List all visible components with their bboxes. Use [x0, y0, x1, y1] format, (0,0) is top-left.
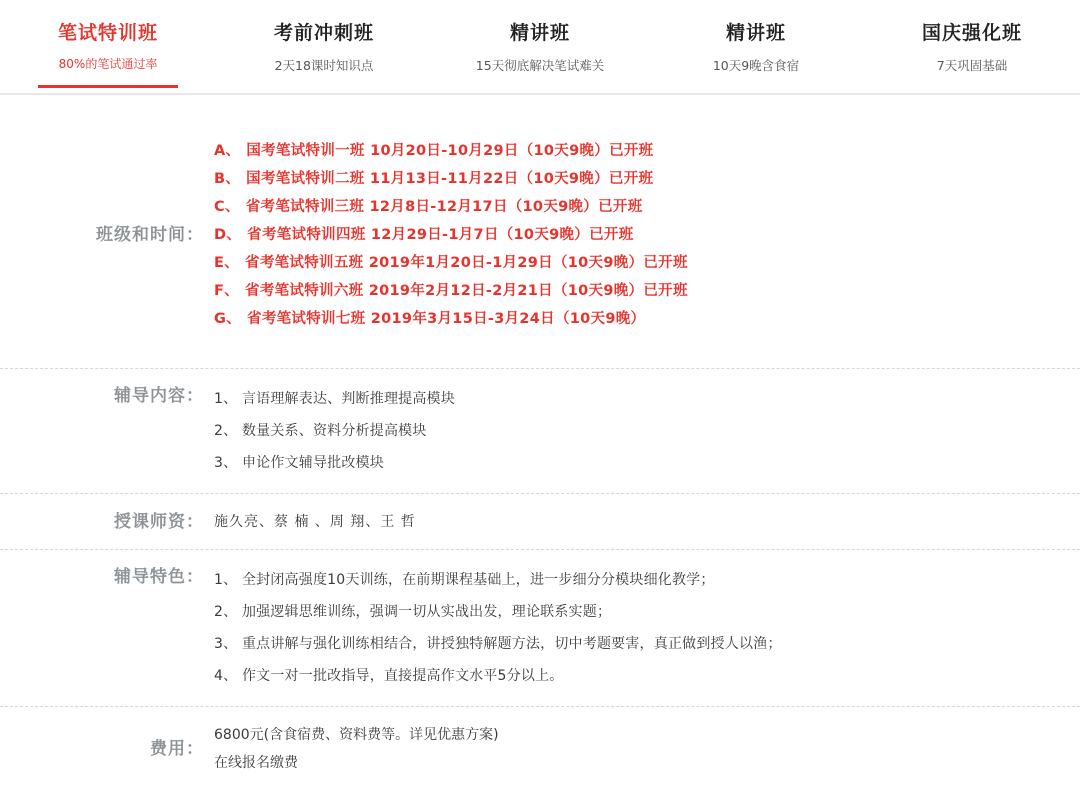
schedule-item-letter: C、: [214, 198, 240, 215]
schedule-item: [214, 165, 1050, 193]
tab-title: 精讲班: [509, 22, 570, 44]
list-item: 1、 全封闭高强度10天训练，在前期课程基础上，进一步细分分模块细化教学；: [214, 572, 715, 588]
schedule-item: [214, 277, 1050, 305]
row-body-features: [210, 564, 1080, 692]
schedule-item: [214, 193, 1050, 221]
tab-course-0[interactable]: [0, 20, 216, 87]
tab-title: 精讲班: [725, 22, 786, 44]
tab-title: 考前冲刺班: [273, 22, 374, 44]
list-item: 2、 加强逻辑思维训练，强调一切从实战出发，理论联系实题；: [214, 604, 612, 620]
schedule-item-letter: B、: [214, 170, 241, 187]
schedule-item-text: 省考笔试特训七班 2019年3月15日-3月24日（10天9晚）: [247, 310, 646, 327]
list-item: 1、 言语理解表达、判断推理提高模块: [214, 391, 455, 407]
detail-row-fee: [0, 707, 1080, 785]
tab-subtitle: 10天9晚含食宿: [712, 58, 800, 73]
row-label-teachers: 授课师资：: [114, 511, 204, 532]
tab-course-2[interactable]: [432, 20, 648, 89]
row-body-fee: [210, 721, 1080, 777]
detail-row-schedule: [0, 101, 1080, 369]
teacher-list: 施久亮、蔡 楠 、周 翔、王 哲: [214, 513, 416, 530]
fee-amount: 6800元(含食宿费、资料费等。详见优惠方案): [214, 727, 499, 743]
schedule-item-text: 省考笔试特训五班 2019年1月20日-1月29日（10天9晚）已开班: [245, 254, 688, 271]
row-label-content: 辅导内容：: [114, 386, 204, 406]
schedule-item-letter: E、: [214, 254, 240, 271]
tab-subtitle: 15天彻底解决笔试难关: [475, 58, 605, 73]
row-body-teachers: [210, 509, 1080, 535]
schedule-item: [214, 137, 1050, 165]
schedule-item: [214, 221, 1050, 249]
schedule-item-text: 省考笔试特训四班 12月29日-1月7日（10天9晚）已开班: [247, 226, 634, 243]
tab-course-3[interactable]: [648, 20, 864, 89]
course-tab-bar: [0, 0, 1080, 95]
schedule-item-letter: F、: [214, 282, 240, 299]
detail-row-teachers: [0, 494, 1080, 550]
row-label-features: 辅导特色：: [114, 567, 204, 587]
list-item: 3、 申论作文辅导批改模块: [214, 455, 384, 471]
schedule-item-text: 国考笔试特训一班 10月20日-10月29日（10天9晚）已开班: [246, 142, 654, 159]
tab-subtitle: 2天18课时知识点: [274, 58, 374, 73]
schedule-item-letter: D、: [214, 226, 242, 243]
list-item: 3、 重点讲解与强化训练相结合，讲授独特解题方法，切中考题要害，真正做到授人以渔；: [214, 636, 782, 652]
detail-row-content: [0, 369, 1080, 494]
list-item: 4、 作文一对一批改指导，直接提高作文水平5分以上。: [214, 668, 564, 684]
detail-row-features: [0, 550, 1080, 707]
schedule-item-text: 省考笔试特训六班 2019年2月12日-2月21日（10天9晚）已开班: [245, 282, 688, 299]
schedule-item: [214, 249, 1050, 277]
row-body-schedule: [210, 137, 1080, 333]
tab-course-4[interactable]: [864, 20, 1080, 89]
schedule-item-letter: A、: [214, 142, 241, 159]
tab-title: 笔试特训班: [57, 22, 158, 44]
course-detail-table: [0, 95, 1080, 785]
row-label-fee: 费用：: [150, 739, 204, 759]
schedule-item-text: 国考笔试特训二班 11月13日-11月22日（10天9晚）已开班: [246, 170, 654, 187]
tab-course-1[interactable]: [216, 20, 432, 89]
row-body-content: [210, 383, 1080, 479]
online-enroll-link[interactable]: 在线报名缴费: [214, 755, 298, 771]
schedule-item: [214, 305, 1050, 333]
tab-subtitle: 80%的笔试通过率: [58, 57, 158, 71]
schedule-item-text: 省考笔试特训三班 12月8日-12月17日（10天9晚）已开班: [245, 198, 643, 215]
row-label-schedule: 班级和时间：: [96, 224, 204, 245]
tab-title: 国庆强化班: [921, 22, 1022, 44]
schedule-item-letter: G、: [214, 310, 242, 327]
list-item: 2、 数量关系、资料分析提高模块: [214, 423, 427, 439]
tab-subtitle: 7天巩固基础: [936, 58, 1008, 73]
